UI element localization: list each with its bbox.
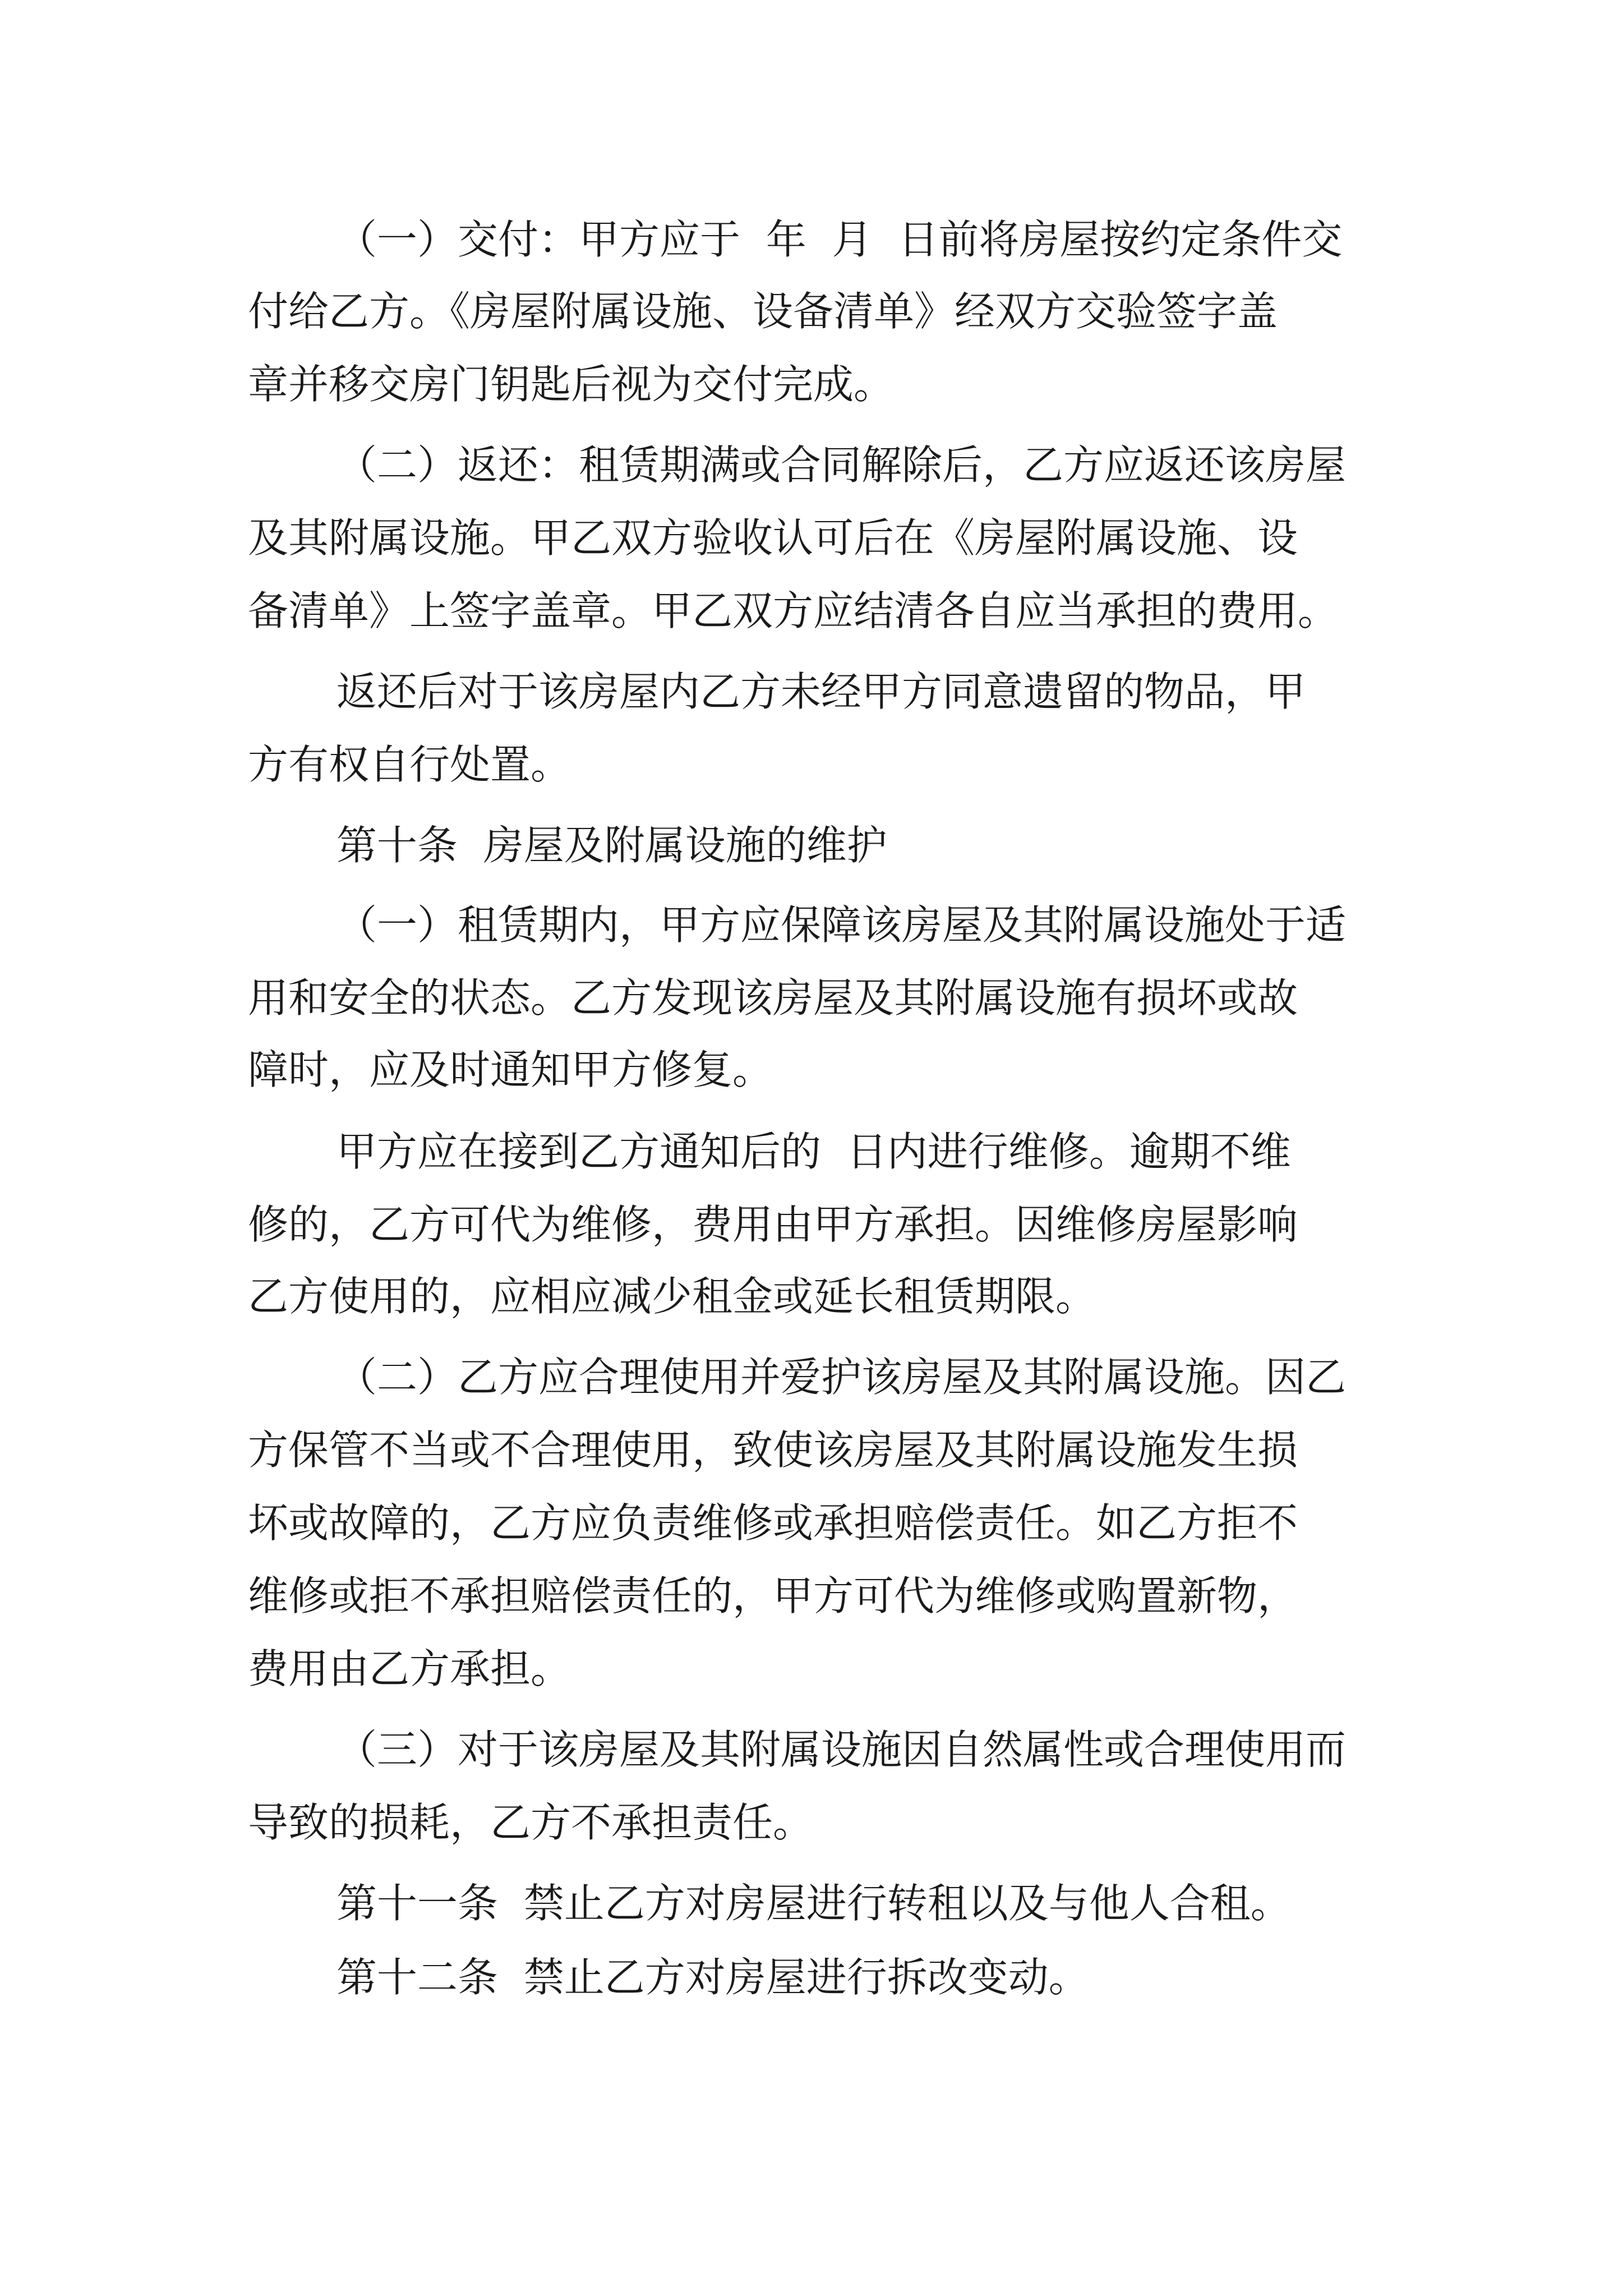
text-line: 甲方应在接到乙方通知后的 日内进行维修。逾期不维 xyxy=(336,1128,1291,1175)
text-line: 修的，乙方可代为维修，费用由甲方承担。因维修房屋影响 xyxy=(248,1201,1298,1248)
text-line: （三）对于该房屋及其附属设施因自然属性或合理使用而 xyxy=(336,1726,1347,1773)
text-line: （二）乙方应合理使用并爱护该房屋及其附属设施。因乙 xyxy=(336,1354,1347,1401)
text-line: （一）租赁期内，甲方应保障该房屋及其附属设施处于适 xyxy=(336,901,1347,949)
text-line: 维修或拒不承担赔偿责任的，甲方可代为维修或购置新物， xyxy=(248,1572,1298,1619)
text-line: 坏或故障的，乙方应负责维修或承担赔偿责任。如乙方拒不 xyxy=(248,1499,1298,1547)
text-line: 章并移交房门钥匙后视为交付完成。 xyxy=(248,361,895,408)
text-line: 付给乙方。《房屋附属设施、设备清单》经双方交验签字盖 xyxy=(248,288,1278,335)
text-line: 费用由乙方承担。 xyxy=(248,1645,571,1692)
text-line: 方保管不当或不合理使用，致使该房屋及其附属设施发生损 xyxy=(248,1427,1298,1474)
text-line: 返还后对于该房屋内乙方未经甲方同意遗留的物品，甲 xyxy=(336,668,1306,715)
text-line: 方有权自行处置。 xyxy=(248,741,571,788)
section-heading: 第十一条 禁止乙方对房屋进行转租以及与他人合租。 xyxy=(336,1880,1291,1927)
text-line: 备清单》上签字盖章。甲乙双方应结清各自应当承担的费用。 xyxy=(248,587,1339,634)
text-line: 导致的损耗，乙方不承担责任。 xyxy=(248,1799,814,1846)
section-heading: 第十条 房屋及附属设施的维护 xyxy=(336,822,887,869)
text-line: （二）返还：租赁期满或合同解除后，乙方应返还该房屋 xyxy=(336,441,1347,489)
section-heading: 第十二条 禁止乙方对房屋进行拆改变动。 xyxy=(336,1954,1089,2001)
text-line: 及其附属设施。甲乙双方验收认可后在《房屋附属设施、设 xyxy=(248,514,1298,562)
text-line: 障时，应及时通知甲方修复。 xyxy=(248,1046,773,1093)
text-line: （一）交付：甲方应于 年 月 日前将房屋按约定条件交 xyxy=(336,216,1343,263)
text-line: 乙方使用的，应相应减少租金或延长租赁期限。 xyxy=(248,1273,1096,1320)
text-line: 用和安全的状态。乙方发现该房屋及其附属设施有损坏或故 xyxy=(248,974,1298,1022)
